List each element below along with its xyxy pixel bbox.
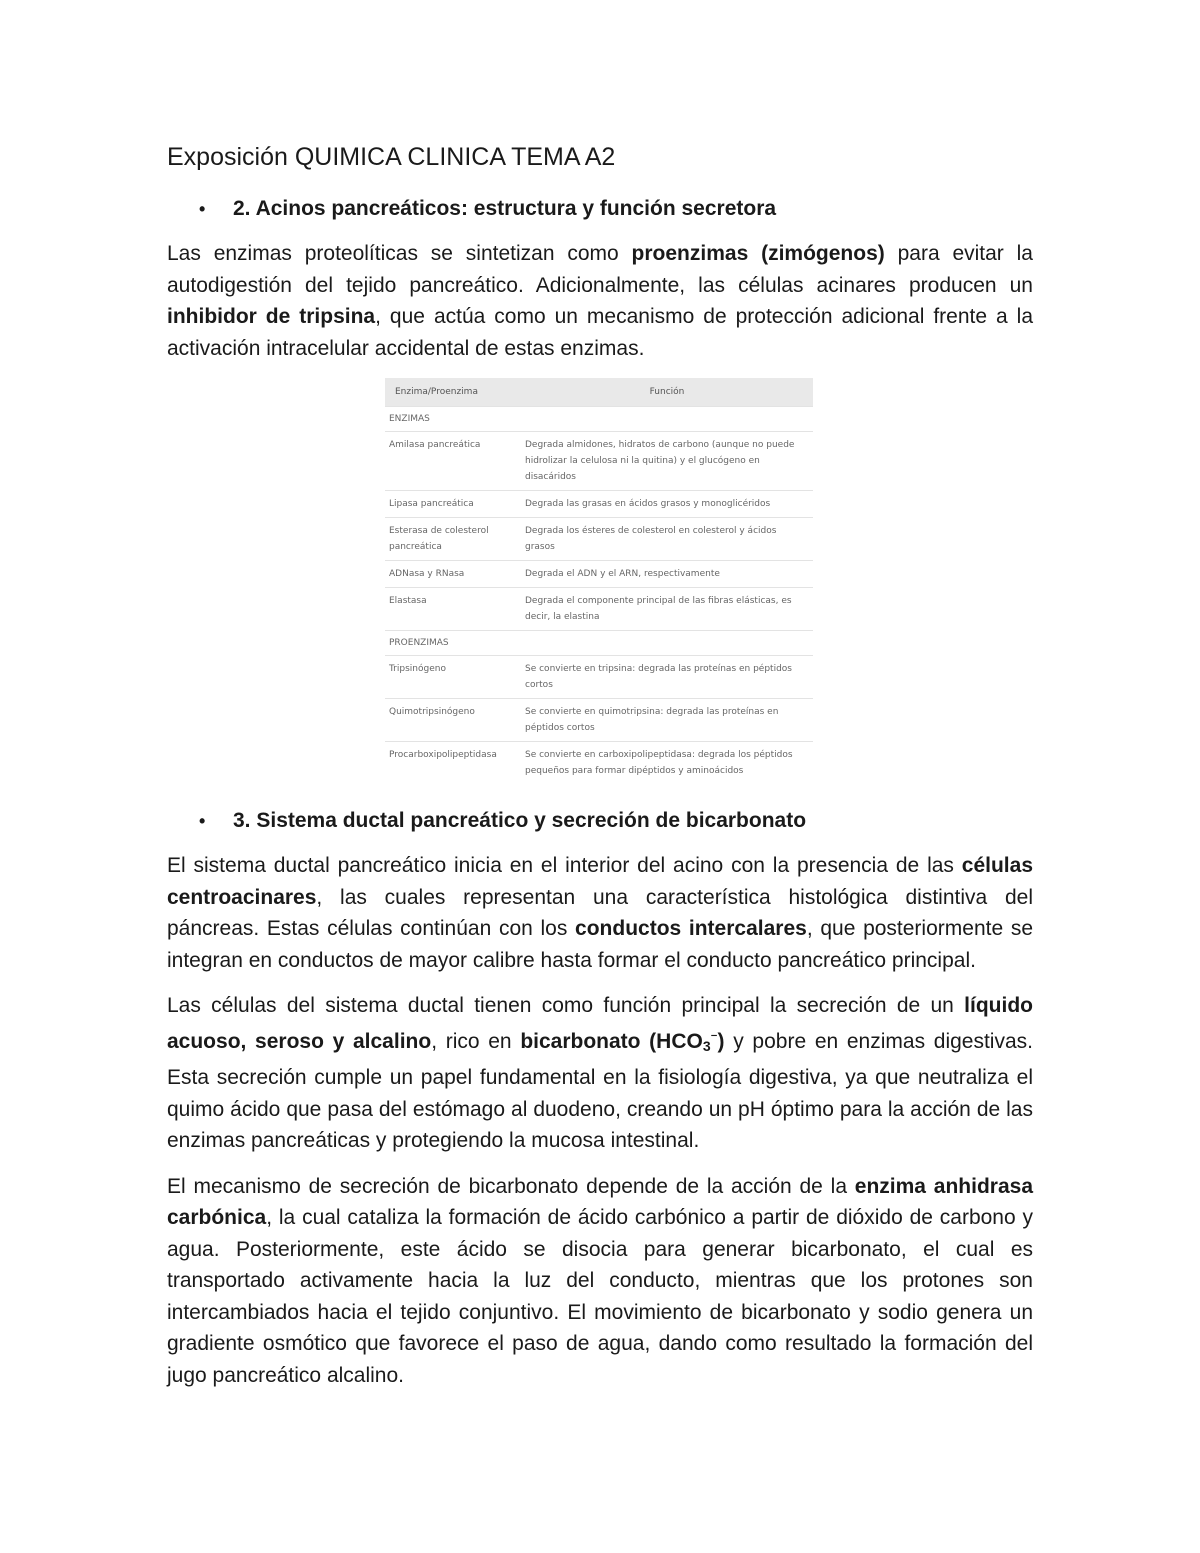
document-page [167,140,1033,1405]
enzyme-name: Lipasa pancreática [385,491,521,518]
column-header: Función [521,378,813,407]
enzyme-name: Elastasa [385,588,521,631]
table-row [385,561,813,588]
section-label: PROENZIMAS [385,631,813,656]
table-section-row [385,407,813,432]
section-3-paragraph-1 [167,850,1033,976]
bold-term: líquido acuoso, seroso y alcalino [167,994,1033,1053]
table-row [385,588,813,631]
text-run: ) [717,1029,725,1053]
superscript: ⁻ [710,1029,718,1045]
section-3-heading-text: 3. Sistema ductal pancreático y secreción de bicarbonato [233,809,807,832]
enzyme-name: Tripsinógeno [385,656,521,699]
section-2-paragraph [167,238,1033,364]
bold-term: células centroacinares [167,854,1033,909]
bold-term: enzima anhidrasa carbónica [167,1174,1033,1229]
section-3-heading [167,806,1033,836]
enzyme-name: ADNasa y RNasa [385,561,521,588]
text-run: Las enzimas proteolíticas se sintetizan como [167,242,632,265]
text-run: , las cuales representan una característica histológica distintiva del páncreas. Estas células continúan con los [167,885,1033,940]
bullet-icon: • [199,199,206,219]
enzyme-table-figure [385,378,813,784]
bold-term: proenzimas (zimógenos) [631,242,885,265]
column-header: Enzima/Proenzima [385,378,521,407]
table-row [385,432,813,491]
bullet-icon: • [199,811,206,831]
text-run: El mecanismo de secreción de bicarbonato depende de la acción de la [167,1174,855,1198]
text-run: El sistema ductal pancreático inicia en el interior del acino con la presencia de las [167,854,962,877]
text-run: , que posteriormente se integran en conductos de mayor calibre hasta formar el conducto pancreático principal. [167,917,1033,972]
enzyme-name: Quimotripsinógeno [385,699,521,742]
section-2-heading [167,194,1033,224]
section-3-paragraph-3 [167,1171,1033,1392]
text-run: , que actúa como un mecanismo de protección adicional frente a la activación intracelular accidental de estas enzimas. [167,305,1033,360]
table-row [385,491,813,518]
section-label: ENZIMAS [385,407,813,432]
enzyme-function: Degrada el componente principal de las fibras elásticas, es decir, la elastina [521,588,813,631]
table-row [385,742,813,785]
text-run: , la cual cataliza la formación de ácido carbónico a partir de dióxido de carbono y agua. Posteriormente, este ácido se disocia para generar bicarbonato, el cual es transportado activamente hacia la luz del conducto, mientras que los protones son intercambiados hacia el tejido conjuntivo. El movimiento de bicarbonato y sodio genera un gradiente osmótico que favorece el paso de agua, dando como resultado la formación del jugo pancreático alcalino. [167,1206,1033,1387]
enzyme-name: Procarboxipolipeptidasa [385,742,521,785]
subscript: 3 [702,1037,711,1054]
text-run: , rico en [431,1029,521,1053]
enzyme-function: Se convierte en quimotripsina: degrada las proteínas en péptidos cortos [521,699,813,742]
enzyme-function: Degrada los ésteres de colesterol en colesterol y ácidos grasos [521,518,813,561]
table-row [385,699,813,742]
enzyme-function: Degrada el ADN y el ARN, respectivamente [521,561,813,588]
enzyme-name: Esterasa de colesterol pancreática [385,518,521,561]
text-run: Las células del sistema ductal tienen como función principal la secreción de un [167,994,965,1017]
bold-term: conductos intercalares [575,917,807,940]
enzyme-table [385,378,813,784]
enzyme-name: Amilasa pancreática [385,432,521,491]
table-header-row [385,378,813,407]
enzyme-function: Degrada almidones, hidratos de carbono (aunque no puede hidrolizar la celulosa ni la quitina) y el glucógeno en disacáridos [521,432,813,491]
section-2-heading-text: 2. Acinos pancreáticos: estructura y función secretora [233,197,777,220]
section-3-paragraph-2 [167,990,1033,1157]
enzyme-function: Degrada las grasas en ácidos grasos y monoglicéridos [521,491,813,518]
table-row [385,518,813,561]
bold-term: inhibidor de tripsina [167,305,376,328]
text-run: para evitar la autodigestión del tejido pancreático. Adicionalmente, las células acinares producen un [167,242,1033,297]
table-section-row [385,631,813,656]
enzyme-function: Se convierte en tripsina: degrada las proteínas en péptidos cortos [521,656,813,699]
bold-term [520,1030,724,1053]
enzyme-function: Se convierte en carboxipolipeptidasa: degrada los péptidos pequeños para formar dipéptidos y aminoácidos [521,742,813,785]
table-row [385,656,813,699]
text-run: bicarbonato (HCO [520,1029,703,1053]
document-title: Exposición QUIMICA CLINICA TEMA A2 [167,143,616,171]
text-run: y pobre en enzimas digestivas. Esta secreción cumple un papel fundamental en la fisiología digestiva, ya que neutraliza el quimo ácido que pasa del estómago al duodeno, creando un pH óptimo para la acción de las enzimas pancreáticas y protegiendo la mucosa intestinal. [167,1029,1033,1152]
